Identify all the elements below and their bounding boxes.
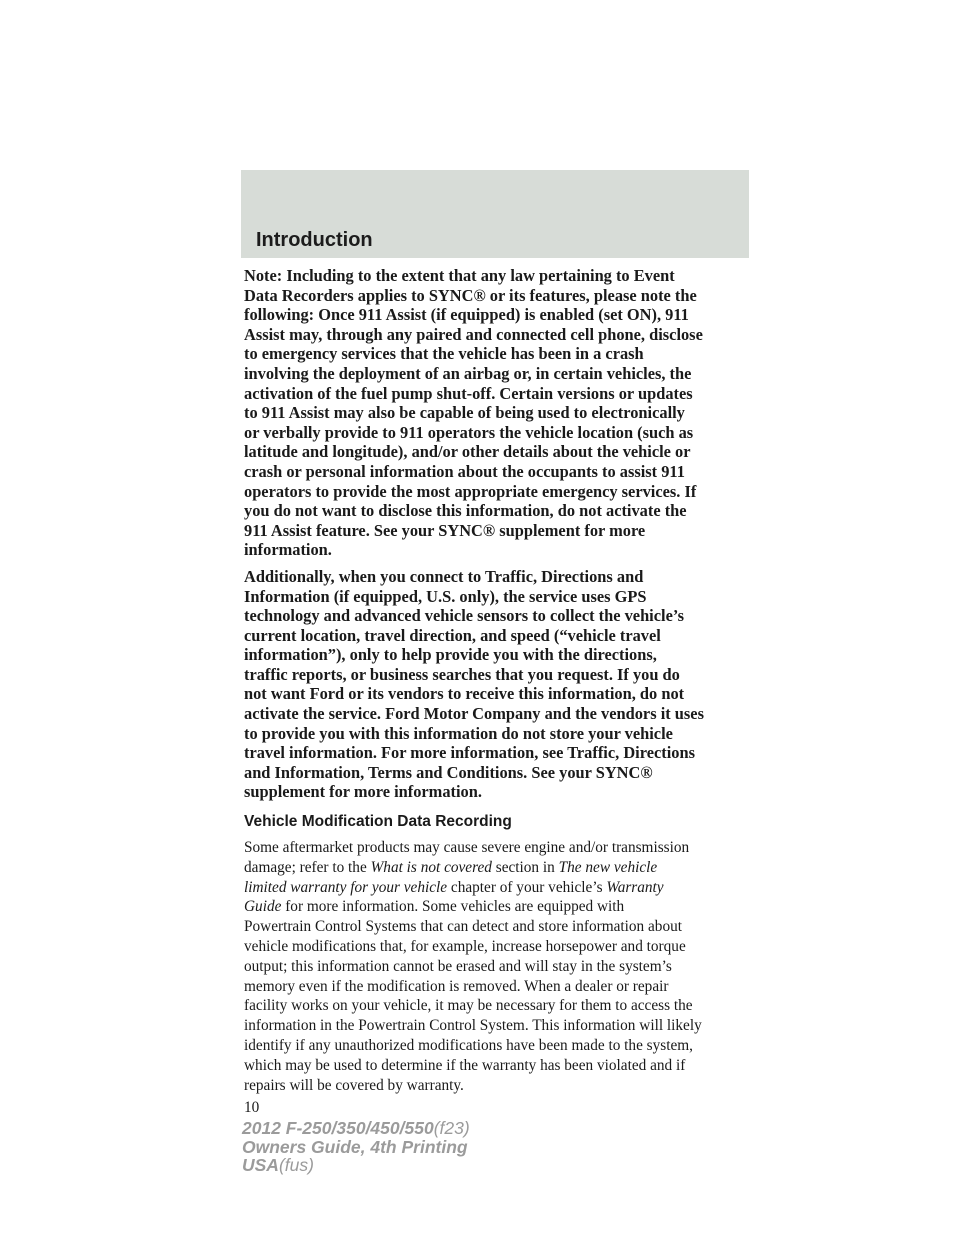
footer-region-code: (fus) bbox=[278, 1155, 314, 1175]
event-data-recorder-note: Note: Including to the extent that any law pertaining to Event Data Recorders applies to SYNC® or its features, please note the following: Once 911 Assist (if equipped) is enabled (set ON), 911 Assist may, through any paired and connected cell phone, disclose to emergency services that the vehicle has been in a crash involving the deployment of an airbag or, in certain vehicles, the activation of the fuel pump shut-off. Certain versions or updates to 911 Assist may also be capable of being used to electronically or verbally provide to 911 operators the vehicle location (such as latitude and longitude), and/or other details about the vehicle or crash or personal information about the occupants to assist 911 operators to provide the most appropriate emergency services. If you do not want to disclose this information, do not activate the 911 Assist feature. See your SYNC® supplement for more information. bbox=[244, 266, 703, 560]
footer-region: USA bbox=[242, 1155, 279, 1175]
footer-model-line bbox=[242, 1119, 470, 1138]
document-footer bbox=[242, 1119, 470, 1175]
traffic-directions-paragraph: Additionally, when you connect to Traffic, Directions and Information (if equipped, U.S. only), the service uses GPS technology and advanced vehicle sensors to collect the vehicle’s current location, travel direction, and speed (“vehicle travel information”), only to help provide you with the directions, traffic reports, or business searches that you request. If you do not want Ford or its vendors to receive this information, do not activate the service. Ford Motor Company and the vendors it uses to provide you with this information do not store your vehicle travel information. For more information, see Traffic, Directions and Information, Terms and Conditions. See your SYNC® supplement for more information. bbox=[244, 566, 704, 802]
text-segment: for more information. Some vehicles are equipped with Powertrain Control Systems that can detect and store information about vehicle modifications that, for example, increase horsepower and torque output; this information cannot be erased and will stay in the system’s memory even if the modification is removed. When a dealer or repair facility works on your vehicle, it may be necessary for them to access the information in the Powertrain Control System. This information will likely identify if any unauthorized modifications have been made to the system, which may be used to determine if the warranty has been violated and if repairs will be covered by warranty. bbox=[244, 898, 702, 1094]
footer-region-line bbox=[242, 1156, 470, 1175]
page-content bbox=[244, 266, 756, 1118]
footer-model: 2012 F-250/350/450/550 bbox=[242, 1118, 434, 1138]
footer-guide-line: Owners Guide, 4th Printing bbox=[242, 1136, 468, 1157]
section-header-band bbox=[241, 170, 749, 258]
section-heading: Vehicle Modification Data Recording bbox=[244, 813, 512, 831]
italic-reference: What is not covered bbox=[370, 858, 492, 876]
text-segment: section in bbox=[491, 858, 559, 876]
page-number: 10 bbox=[244, 1099, 260, 1117]
text-segment: chapter of your vehicle’s bbox=[447, 878, 607, 896]
italic-reference: The new vehicle limited warranty for your vehicle bbox=[244, 858, 658, 896]
footer-model-code: (f23) bbox=[433, 1118, 470, 1138]
section-title: Introduction bbox=[256, 229, 373, 251]
italic-reference: Warranty Guide bbox=[244, 878, 664, 916]
text-segment: Some aftermarket products may cause severe engine and/or transmission damage; refer to the bbox=[244, 839, 690, 876]
vehicle-modification-paragraph bbox=[244, 838, 756, 1095]
